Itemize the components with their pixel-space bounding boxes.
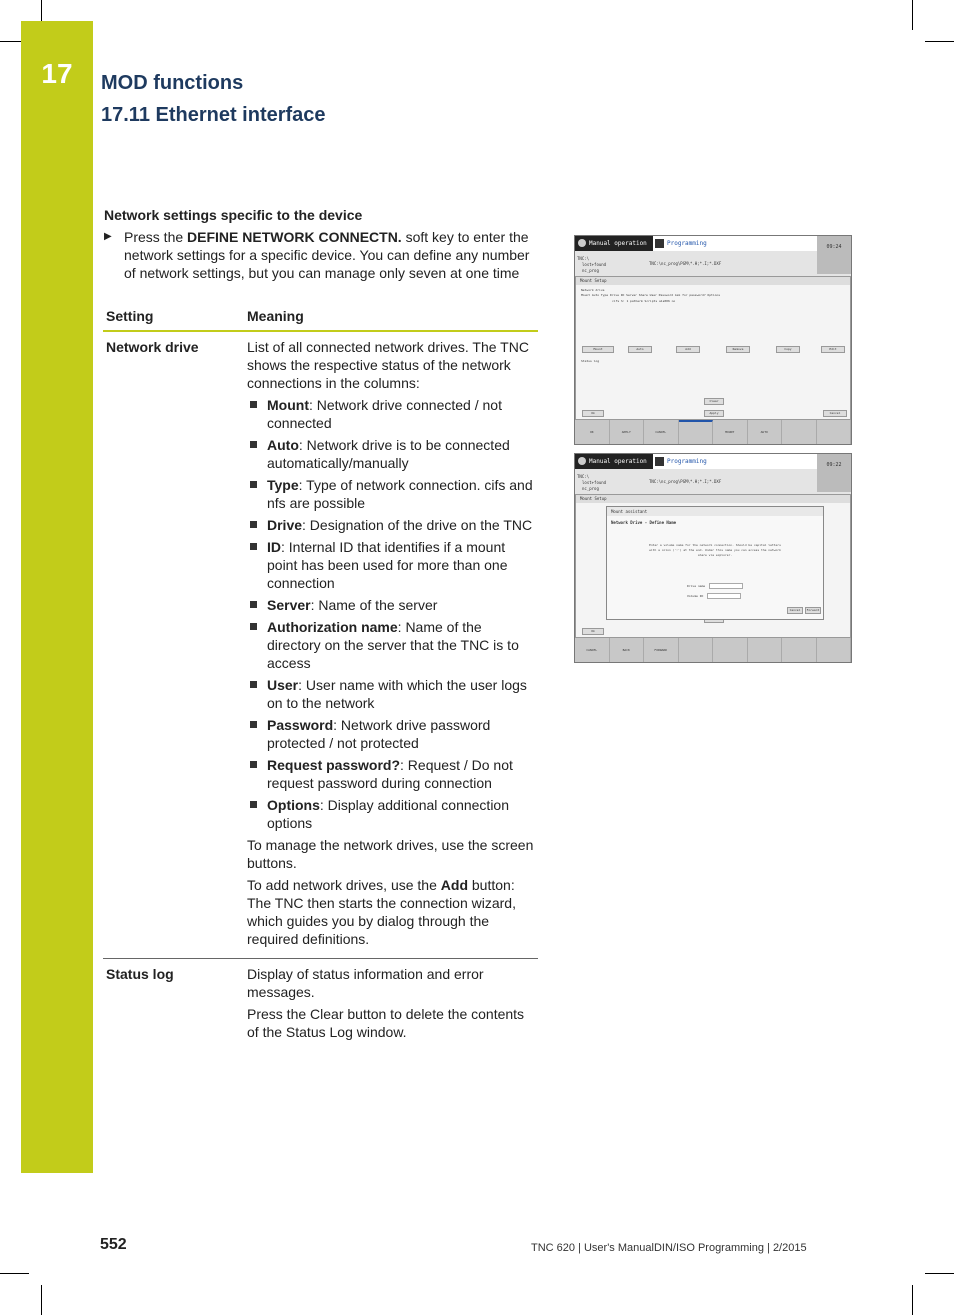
list-item: Server: Name of the server [247,596,538,614]
softkey[interactable]: FORWARD [644,638,679,662]
list-item: User: User name with which the user logs on to the network [247,676,538,712]
crop-mark [41,1285,42,1315]
step-prefix: Press the [124,229,188,245]
column-headers: Mount Auto Type Drive ID Server Share User Password Ask for password? Options [581,293,721,297]
edit-button[interactable]: Edit [821,346,845,353]
drive-row[interactable]: cifs S: 1 patherm Scripts a1s006 no [612,299,676,303]
list-item: Options: Display additional connection options [247,796,538,832]
ok-button[interactable]: Ok [582,410,604,417]
list-item: Auto: Network drive is to be connected automatically/manually [247,436,538,472]
cancel-button[interactable]: Cancel [823,410,847,417]
arrow-icon: ▶ [104,231,112,242]
auto-button[interactable]: Auto [628,346,652,353]
group-label: Network drive [581,288,605,292]
setting-name: Status log [106,966,174,982]
screen-header [575,236,851,276]
softkey[interactable]: CANCEL [575,638,610,662]
setting-meaning [247,965,538,1045]
mount-assistant-dialog [606,506,824,620]
dialog-cancel-button[interactable]: Cancel [787,607,803,614]
table-row [103,959,538,1051]
clock: 09:24 [817,236,851,274]
clock: 09:22 [817,454,851,492]
table-row [103,332,538,959]
softkey[interactable]: BACK [610,638,645,662]
header-setting: Setting [106,308,154,324]
softkey[interactable] [679,420,714,444]
softkey[interactable]: CANCEL [644,420,679,444]
drive-name-field[interactable]: Drive name [687,583,743,589]
crop-mark [925,1273,954,1274]
section-title: 17.11 Ethernet interface [101,104,326,126]
list-item: Mount: Network drive connected / not connected [247,396,538,432]
crop-mark [41,0,42,21]
list-item: Drive: Designation of the drive on the TNC [247,516,538,534]
list-item: Authorization name: Name of the directory on the server that the TNC is to access [247,618,538,672]
softkey[interactable] [817,638,852,662]
dialog-subtitle: Network Drive - Define Name [611,520,677,525]
header-meaning: Meaning [247,308,304,324]
softkey-bar [575,420,851,444]
network-heading: Network settings specific to the device [104,207,363,223]
softkey[interactable]: OK [575,420,610,444]
crop-mark [0,1273,29,1274]
list-item: Type: Type of network connection. cifs and nfs are possible [247,476,538,512]
softkey[interactable]: AUTO [748,420,783,444]
chapter-sidebar [21,21,93,1173]
crop-mark [925,41,954,42]
add-button[interactable]: Add [676,346,700,353]
file-path: TNC:\nc_prog\PGM\*.H;*.I;*.DXF [649,479,722,484]
footer-text: TNC 620 | User's ManualDIN/ISO Programming | 2/2015 [531,1242,807,1254]
softkey-bar [575,638,851,662]
status-log-label: Status log [581,359,600,363]
softkey[interactable] [817,420,852,444]
window-title: Mount Setup [576,277,850,285]
screenshot-mount-assistant [574,453,852,663]
volume-id-field[interactable]: Volume ID [687,593,741,599]
crop-mark [0,41,21,42]
softkey[interactable] [782,420,817,444]
column-list [247,396,538,832]
manage-text: To manage the network drives, use the screen buttons. [247,837,534,871]
mount-button[interactable]: Mount [582,346,614,353]
crop-mark [912,0,913,30]
mode-programming[interactable]: Programming [653,236,831,251]
chapter-number: 17 [41,58,73,89]
meaning-intro: List of all connected network drives. The TNC shows the respective status of the network connections in the columns: [247,339,529,391]
status-text: Display of status information and error messages. [247,966,484,1000]
dialog-message: Enter a volume name for the network connection. Should be capital letters with a colon (':') at the end. Under this name you can access the network share via explorer. [649,543,781,557]
clear-text: Press the Clear button to delete the contents of the Status Log window. [247,1006,525,1040]
list-item: ID: Internal ID that identifies if a mount point has been used for more than one connection [247,538,538,592]
clear-button[interactable]: Clear [704,398,724,405]
dialog-forward-button[interactable]: Forward [806,608,820,612]
settings-table [103,306,538,1051]
softkey[interactable]: APPLY [610,420,645,444]
list-item: Password: Network drive password protected / not protected [247,716,538,752]
instruction-step [104,228,536,282]
softkey[interactable] [679,638,714,662]
step-suffix: soft key to enter the network settings for a specific device. You can define any number of network settings, but you can manage only seven at one time [124,229,530,281]
chapter-title: MOD functions [101,72,244,94]
softkey[interactable] [782,638,817,662]
file-path: TNC:\nc_prog\PGM\*.H;*.I;*.DXF [649,261,722,266]
softkey[interactable] [748,638,783,662]
softkey[interactable]: MOUNT [713,420,748,444]
file-tree: TNC:\ lost+found nc_prog [577,474,607,491]
ok-button[interactable]: Ok [582,628,604,635]
table-header [103,306,538,332]
softkey-name: DEFINE NETWORK CONNECTN. [187,229,402,245]
window-title: Mount Setup [576,495,850,503]
setting-meaning [247,338,538,952]
file-tree: TNC:\ lost+found nc_prog [577,256,607,273]
setting-name: Network drive [106,339,199,355]
page-number: 552 [100,1236,127,1253]
dialog-title: Mount assistant [607,507,823,516]
remove-button[interactable]: Remove [726,346,750,353]
crop-mark [912,1285,913,1315]
screenshot-mount-setup [574,235,852,445]
apply-button[interactable]: Apply [704,410,724,417]
screen-header [575,454,851,494]
add-text: To add network drives, use the Add button: The TNC then starts the connection wizard, which guides you by dialog through the required definitions. [247,877,516,947]
mode-manual[interactable]: Manual operation [575,454,667,469]
mount-setup-window [575,276,851,420]
mode-manual[interactable]: Manual operation [575,236,667,251]
mode-programming[interactable]: Programming [653,454,831,469]
list-item: Request password?: Request / Do not request password during connection [247,756,538,792]
softkey[interactable] [713,638,748,662]
copy-button[interactable]: Copy [776,346,800,353]
